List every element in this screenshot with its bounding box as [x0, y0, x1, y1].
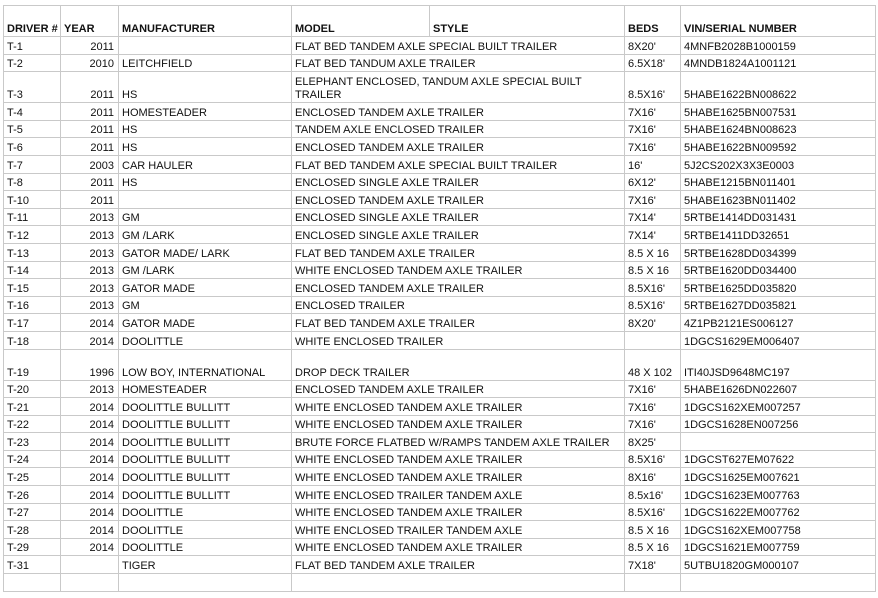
beds-cell[interactable]	[625, 331, 681, 349]
vin-cell[interactable]: 5UTBU1820GM000107	[681, 556, 803, 574]
year-cell[interactable]: 2014	[61, 486, 119, 504]
driver-cell[interactable]: T-26	[4, 486, 61, 504]
manufacturer-cell[interactable]: GATOR MADE	[119, 314, 292, 332]
manufacturer-cell[interactable]: TIGER	[119, 556, 292, 574]
year-cell[interactable]: 2011	[61, 72, 119, 103]
manufacturer-cell[interactable]: DOOLITTLE BULLITT	[119, 415, 292, 433]
table-row	[4, 54, 876, 72]
model-cell[interactable]: WHITE ENCLOSED TANDEM AXLE TRAILER	[292, 468, 625, 486]
vin-cell[interactable]: 5HABE1623BN011402	[681, 191, 803, 209]
table-row	[4, 296, 876, 314]
blank-cell[interactable]	[803, 226, 876, 244]
beds-cell[interactable]: 7X16'	[625, 380, 681, 398]
table-row	[4, 243, 876, 261]
driver-cell[interactable]: T-3	[4, 72, 61, 103]
beds-cell[interactable]: 8X20'	[625, 37, 681, 55]
year-cell[interactable]: 2013	[61, 208, 119, 226]
vin-cell[interactable]: 5HABE1625BN007531	[681, 103, 803, 121]
vin-cell[interactable]	[681, 574, 803, 592]
vin-cell[interactable]: 4Z1PB2121ES006127	[681, 314, 803, 332]
blank-cell[interactable]	[803, 556, 876, 574]
model-cell[interactable]: ENCLOSED SINGLE AXLE TRAILER	[292, 226, 625, 244]
blank-cell[interactable]	[803, 398, 876, 416]
table-row	[4, 72, 876, 103]
manufacturer-cell[interactable]: HS	[119, 173, 292, 191]
blank-cell[interactable]	[803, 296, 876, 314]
trailer-table	[3, 5, 876, 592]
year-cell[interactable]: 2003	[61, 155, 119, 173]
beds-cell[interactable]: 8.5X16'	[625, 450, 681, 468]
beds-cell[interactable]: 7X16'	[625, 415, 681, 433]
manufacturer-cell[interactable]: GM /LARK	[119, 226, 292, 244]
vin-cell[interactable]: 5RTBE1414DD031431	[681, 208, 803, 226]
year-cell[interactable]: 2014	[61, 450, 119, 468]
model-cell[interactable]	[292, 574, 625, 592]
driver-cell[interactable]: T-18	[4, 331, 61, 349]
year-cell[interactable]: 2014	[61, 521, 119, 539]
driver-cell[interactable]: T-20	[4, 380, 61, 398]
driver-cell[interactable]: T-14	[4, 261, 61, 279]
blank-cell[interactable]	[803, 380, 876, 398]
year-cell[interactable]: 2011	[61, 37, 119, 55]
manufacturer-cell[interactable]: DOOLITTLE BULLITT	[119, 468, 292, 486]
header-year[interactable]: YEAR	[61, 6, 119, 37]
driver-cell[interactable]: T-1	[4, 37, 61, 55]
vin-cell[interactable]: 5HABE1624BN008623	[681, 120, 803, 138]
blank-cell[interactable]	[803, 486, 876, 504]
year-cell[interactable]: 2011	[61, 103, 119, 121]
manufacturer-cell[interactable]: HOMESTEADER	[119, 380, 292, 398]
manufacturer-cell[interactable]: HS	[119, 72, 292, 103]
model-cell[interactable]: WHITE ENCLOSED TANDEM AXLE TRAILER	[292, 415, 625, 433]
vin-cell[interactable]: 4MNDB1824A1001121	[681, 54, 803, 72]
table-row	[4, 191, 876, 209]
vin-cell[interactable]: 1DGCS1625EM007621	[681, 468, 803, 486]
vin-cell[interactable]: 5RTBE1625DD035820	[681, 279, 803, 297]
header-style[interactable]: STYLE	[430, 6, 625, 37]
driver-cell[interactable]: T-5	[4, 120, 61, 138]
beds-cell[interactable]: 7X16'	[625, 120, 681, 138]
manufacturer-cell[interactable]: HOMESTEADER	[119, 103, 292, 121]
model-cell[interactable]: WHITE ENCLOSED TRAILER TANDEM AXLE	[292, 521, 625, 539]
model-cell[interactable]: WHITE ENCLOSED TANDEM AXLE TRAILER	[292, 450, 625, 468]
year-cell[interactable]: 2011	[61, 191, 119, 209]
blank-cell[interactable]	[803, 103, 876, 121]
driver-cell[interactable]: T-4	[4, 103, 61, 121]
beds-cell[interactable]: 48 X 102	[625, 349, 681, 380]
manufacturer-cell[interactable]	[119, 191, 292, 209]
model-cell[interactable]: WHITE ENCLOSED TANDEM AXLE TRAILER	[292, 261, 625, 279]
beds-cell[interactable]: 8.5X16'	[625, 72, 681, 103]
vin-cell[interactable]: 1DGCS162XEM007257	[681, 398, 803, 416]
manufacturer-cell[interactable]: LOW BOY, INTERNATIONAL	[119, 349, 292, 380]
beds-cell[interactable]: 16'	[625, 155, 681, 173]
year-cell[interactable]: 2014	[61, 468, 119, 486]
vin-cell[interactable]: 1DGCS1621EM007759	[681, 538, 803, 556]
table-row	[4, 468, 876, 486]
table-row	[4, 208, 876, 226]
manufacturer-cell[interactable]: DOOLITTLE BULLITT	[119, 486, 292, 504]
vin-cell[interactable]: 5HABE1622BN009592	[681, 138, 803, 156]
manufacturer-cell[interactable]: GM	[119, 208, 292, 226]
blank-cell[interactable]	[803, 279, 876, 297]
manufacturer-cell[interactable]: LEITCHFIELD	[119, 54, 292, 72]
model-cell[interactable]: BRUTE FORCE FLATBED W/RAMPS TANDEM AXLE TRAILER	[292, 433, 625, 451]
model-cell[interactable]: ENCLOSED TRAILER	[292, 296, 625, 314]
model-cell[interactable]: FLAT BED TANDEM AXLE SPECIAL BUILT TRAILER	[292, 37, 625, 55]
driver-cell[interactable]: T-13	[4, 243, 61, 261]
year-cell[interactable]: 2010	[61, 54, 119, 72]
driver-cell[interactable]: T-10	[4, 191, 61, 209]
driver-cell[interactable]: T-15	[4, 279, 61, 297]
table-row	[4, 398, 876, 416]
beds-cell[interactable]: 8.5 X 16	[625, 243, 681, 261]
vin-cell[interactable]: 5HABE1626DN022607	[681, 380, 803, 398]
year-cell[interactable]: 2013	[61, 243, 119, 261]
model-cell[interactable]: FLAT BED TANDUM AXLE TRAILER	[292, 54, 625, 72]
driver-cell[interactable]	[4, 574, 61, 592]
table-row	[4, 380, 876, 398]
driver-cell[interactable]: T-17	[4, 314, 61, 332]
table-row	[4, 574, 876, 592]
year-cell[interactable]: 2011	[61, 173, 119, 191]
model-cell[interactable]: WHITE ENCLOSED TRAILER TANDEM AXLE	[292, 486, 625, 504]
vin-cell[interactable]: 5J2CS202X3X3E0003	[681, 155, 803, 173]
table-row	[4, 37, 876, 55]
table-row	[4, 556, 876, 574]
blank-cell[interactable]	[803, 349, 876, 380]
blank-cell[interactable]	[803, 450, 876, 468]
vin-cell[interactable]: 1DGCS1623EM007763	[681, 486, 803, 504]
beds-cell[interactable]: 8.5X16'	[625, 296, 681, 314]
model-cell[interactable]: WHITE ENCLOSED TANDEM AXLE TRAILER	[292, 398, 625, 416]
driver-cell[interactable]: T-23	[4, 433, 61, 451]
blank-cell[interactable]	[803, 574, 876, 592]
beds-cell[interactable]: 7X18'	[625, 556, 681, 574]
header-beds[interactable]: BEDS	[625, 6, 681, 37]
driver-cell[interactable]: T-12	[4, 226, 61, 244]
blank-cell[interactable]	[803, 120, 876, 138]
table-row	[4, 349, 876, 380]
year-cell[interactable]: 2011	[61, 120, 119, 138]
year-cell[interactable]: 2013	[61, 226, 119, 244]
year-cell[interactable]: 2013	[61, 261, 119, 279]
year-cell[interactable]: 2014	[61, 433, 119, 451]
model-cell[interactable]: WHITE ENCLOSED TANDEM AXLE TRAILER	[292, 503, 625, 521]
blank-cell[interactable]	[803, 138, 876, 156]
blank-cell[interactable]	[803, 468, 876, 486]
blank-cell[interactable]	[803, 331, 876, 349]
driver-cell[interactable]: T-28	[4, 521, 61, 539]
table-row	[4, 173, 876, 191]
year-cell[interactable]: 2014	[61, 314, 119, 332]
table-row	[4, 415, 876, 433]
year-cell[interactable]: 2011	[61, 138, 119, 156]
header-driver[interactable]: DRIVER #	[4, 6, 61, 37]
blank-cell[interactable]	[803, 415, 876, 433]
beds-cell[interactable]: 8X16'	[625, 468, 681, 486]
blank-cell[interactable]	[803, 191, 876, 209]
driver-cell[interactable]: T-11	[4, 208, 61, 226]
driver-cell[interactable]: T-22	[4, 415, 61, 433]
header-model[interactable]: MODEL	[292, 6, 430, 37]
manufacturer-cell[interactable]	[119, 37, 292, 55]
year-cell[interactable]: 1996	[61, 349, 119, 380]
vin-cell[interactable]: 5RTBE1628DD034399	[681, 243, 803, 261]
beds-cell[interactable]: 6.5X18'	[625, 54, 681, 72]
driver-cell[interactable]: T-31	[4, 556, 61, 574]
model-cell[interactable]: DROP DECK TRAILER	[292, 349, 625, 380]
vin-cell[interactable]: 1DGCST627EM07622	[681, 450, 803, 468]
driver-cell[interactable]: T-21	[4, 398, 61, 416]
beds-cell[interactable]: 7X14'	[625, 208, 681, 226]
driver-cell[interactable]: T-29	[4, 538, 61, 556]
blank-cell[interactable]	[803, 37, 876, 55]
vin-cell[interactable]: 4MNFB2028B1000159	[681, 37, 803, 55]
table-row	[4, 120, 876, 138]
beds-cell[interactable]: 7X16'	[625, 138, 681, 156]
blank-cell[interactable]	[803, 261, 876, 279]
beds-cell[interactable]: 7X16'	[625, 191, 681, 209]
driver-cell[interactable]: T-25	[4, 468, 61, 486]
manufacturer-cell[interactable]: GATOR MADE/ LARK	[119, 243, 292, 261]
year-cell[interactable]: 2014	[61, 503, 119, 521]
driver-cell[interactable]: T-2	[4, 54, 61, 72]
driver-cell[interactable]: T-16	[4, 296, 61, 314]
beds-cell[interactable]: 8.5X16'	[625, 503, 681, 521]
model-cell[interactable]: ENCLOSED TANDEM AXLE TRAILER	[292, 279, 625, 297]
table-row	[4, 261, 876, 279]
manufacturer-cell[interactable]: HS	[119, 138, 292, 156]
model-cell[interactable]: FLAT BED TANDEM AXLE TRAILER	[292, 556, 625, 574]
manufacturer-cell[interactable]: HS	[119, 120, 292, 138]
manufacturer-cell[interactable]: DOOLITTLE BULLITT	[119, 450, 292, 468]
model-cell[interactable]: ENCLOSED SINGLE AXLE TRAILER	[292, 208, 625, 226]
beds-cell[interactable]: 8.5 X 16	[625, 538, 681, 556]
year-cell[interactable]: 2013	[61, 296, 119, 314]
beds-cell[interactable]	[625, 574, 681, 592]
header-blank-cell[interactable]	[803, 6, 876, 37]
year-cell[interactable]: 2013	[61, 380, 119, 398]
vin-cell[interactable]: 5RTBE1411DD32651	[681, 226, 803, 244]
beds-cell[interactable]: 8.5x16'	[625, 486, 681, 504]
blank-cell[interactable]	[803, 538, 876, 556]
year-cell[interactable]: 2014	[61, 538, 119, 556]
year-cell[interactable]	[61, 556, 119, 574]
manufacturer-cell[interactable]: DOOLITTLE BULLITT	[119, 433, 292, 451]
blank-cell[interactable]	[803, 314, 876, 332]
table-row	[4, 486, 876, 504]
model-cell[interactable]: FLAT BED TANDEM AXLE TRAILER	[292, 314, 625, 332]
table-row	[4, 155, 876, 173]
header-row	[4, 6, 876, 37]
manufacturer-cell[interactable]: GM /LARK	[119, 261, 292, 279]
year-cell[interactable]: 2013	[61, 279, 119, 297]
vin-cell[interactable]: ITI40JSD9648MC197	[681, 349, 803, 380]
table-row	[4, 279, 876, 297]
driver-cell[interactable]: T-19	[4, 349, 61, 380]
beds-cell[interactable]: 7X16'	[625, 103, 681, 121]
model-cell[interactable]: WHITE ENCLOSED TRAILER	[292, 331, 625, 349]
blank-cell[interactable]	[803, 54, 876, 72]
year-cell[interactable]: 2014	[61, 331, 119, 349]
vin-cell[interactable]: 5RTBE1627DD035821	[681, 296, 803, 314]
driver-cell[interactable]: T-7	[4, 155, 61, 173]
beds-cell[interactable]: 7X16'	[625, 398, 681, 416]
vin-cell[interactable]: 1DGCS162XEM007758	[681, 521, 803, 539]
model-cell[interactable]: ENCLOSED TANDEM AXLE TRAILER	[292, 191, 625, 209]
vin-cell[interactable]: 1DGCS1629EM006407	[681, 331, 803, 349]
blank-cell[interactable]	[803, 173, 876, 191]
driver-cell[interactable]: T-6	[4, 138, 61, 156]
blank-cell[interactable]	[803, 155, 876, 173]
model-cell[interactable]: ENCLOSED TANDEM AXLE TRAILER	[292, 380, 625, 398]
table-row	[4, 103, 876, 121]
vin-cell[interactable]: 5RTBE1620DD034400	[681, 261, 803, 279]
model-cell[interactable]: FLAT BED TANDEM AXLE SPECIAL BUILT TRAILER	[292, 155, 625, 173]
driver-cell[interactable]: T-24	[4, 450, 61, 468]
blank-cell[interactable]	[803, 208, 876, 226]
model-cell[interactable]: TANDEM AXLE ENCLOSED TRAILER	[292, 120, 625, 138]
table-row	[4, 331, 876, 349]
manufacturer-cell[interactable]	[119, 574, 292, 592]
blank-cell[interactable]	[803, 433, 876, 451]
manufacturer-cell[interactable]: DOOLITTLE	[119, 331, 292, 349]
table-row	[4, 503, 876, 521]
manufacturer-cell[interactable]: CAR HAULER	[119, 155, 292, 173]
header-vin[interactable]: VIN/SERIAL NUMBER	[681, 6, 803, 37]
beds-cell[interactable]: 8.5 X 16	[625, 261, 681, 279]
manufacturer-cell[interactable]: DOOLITTLE	[119, 538, 292, 556]
table-row	[4, 450, 876, 468]
year-cell[interactable]	[61, 574, 119, 592]
vin-cell[interactable]: 5HABE1215BN011401	[681, 173, 803, 191]
year-cell[interactable]: 2014	[61, 415, 119, 433]
blank-cell[interactable]	[803, 243, 876, 261]
model-cell[interactable]: ENCLOSED SINGLE AXLE TRAILER	[292, 173, 625, 191]
table-body	[4, 37, 876, 592]
beds-cell[interactable]: 7X14'	[625, 226, 681, 244]
driver-cell[interactable]: T-8	[4, 173, 61, 191]
driver-cell[interactable]: T-27	[4, 503, 61, 521]
beds-cell[interactable]: 8X25'	[625, 433, 681, 451]
beds-cell[interactable]: 8X20'	[625, 314, 681, 332]
model-cell[interactable]: ELEPHANT ENCLOSED, TANDUM AXLE SPECIAL BUILT TRAILER	[292, 72, 625, 103]
blank-cell[interactable]	[803, 521, 876, 539]
model-cell[interactable]: FLAT BED TANDEM AXLE TRAILER	[292, 243, 625, 261]
vin-cell[interactable]: 5HABE1622BN008622	[681, 72, 803, 103]
blank-cell[interactable]	[803, 503, 876, 521]
beds-cell[interactable]: 6X12'	[625, 173, 681, 191]
blank-cell[interactable]	[803, 72, 876, 103]
model-cell[interactable]: ENCLOSED TANDEM AXLE TRAILER	[292, 138, 625, 156]
manufacturer-cell[interactable]: DOOLITTLE BULLITT	[119, 398, 292, 416]
manufacturer-cell[interactable]: GM	[119, 296, 292, 314]
model-cell[interactable]: ENCLOSED TANDEM AXLE TRAILER	[292, 103, 625, 121]
beds-cell[interactable]: 8.5X16'	[625, 279, 681, 297]
table-row	[4, 314, 876, 332]
table-row	[4, 226, 876, 244]
table-row	[4, 433, 876, 451]
vin-cell[interactable]: 1DGCS1628EN007256	[681, 415, 803, 433]
vin-cell[interactable]: 1DGCS1622EM007762	[681, 503, 803, 521]
manufacturer-cell[interactable]: GATOR MADE	[119, 279, 292, 297]
table-row	[4, 521, 876, 539]
year-cell[interactable]: 2014	[61, 398, 119, 416]
manufacturer-cell[interactable]: DOOLITTLE	[119, 503, 292, 521]
vin-cell[interactable]	[681, 433, 803, 451]
manufacturer-cell[interactable]: DOOLITTLE	[119, 521, 292, 539]
model-cell[interactable]: WHITE ENCLOSED TANDEM AXLE TRAILER	[292, 538, 625, 556]
table-row	[4, 138, 876, 156]
table-row	[4, 538, 876, 556]
beds-cell[interactable]: 8.5 X 16	[625, 521, 681, 539]
header-manufacturer[interactable]: MANUFACTURER	[119, 6, 292, 37]
